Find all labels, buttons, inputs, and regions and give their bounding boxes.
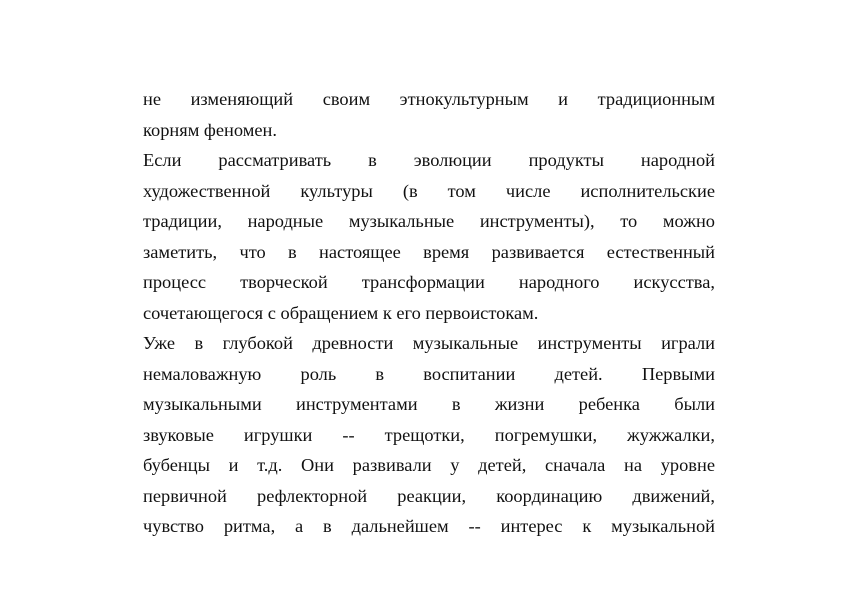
body-text [143,84,715,542]
text-line: звуковые игрушки -- трещотки, погремушки, жужжалки, [143,424,715,445]
text-line: сочетающегося с обращением к его первоистокам. [143,302,539,323]
text-line: традиции, народные музыкальные инструменты), то можно [143,211,715,231]
text-line: Уже в глубокой древности музыкальные инструменты играли [143,333,715,353]
text-line: бубенцы и т.д. Они развивали у детей, сначала на уровне [143,455,715,475]
text-line: не изменяющий своим этнокультурным и традиционным [143,89,715,109]
text-line: процесс творческой трансформации народного искусства, [143,272,715,292]
text-line: музыкальными инструментами в жизни ребенка были [143,394,715,414]
text-line: немаловажную роль в воспитании детей. Первыми [143,363,715,384]
text-line: заметить, что в настоящее время развивается естественный [143,241,715,262]
text-line: Если рассматривать в эволюции продукты народной [143,150,715,170]
text-line: художественной культуры (в том числе исполнительские [143,180,715,201]
text-line: первичной рефлекторной реакции, координацию движений, [143,485,715,506]
text-line: корням феномен. [143,119,277,140]
text-line: чувство ритма, а в дальнейшем -- интерес к музыкальной [143,516,715,536]
